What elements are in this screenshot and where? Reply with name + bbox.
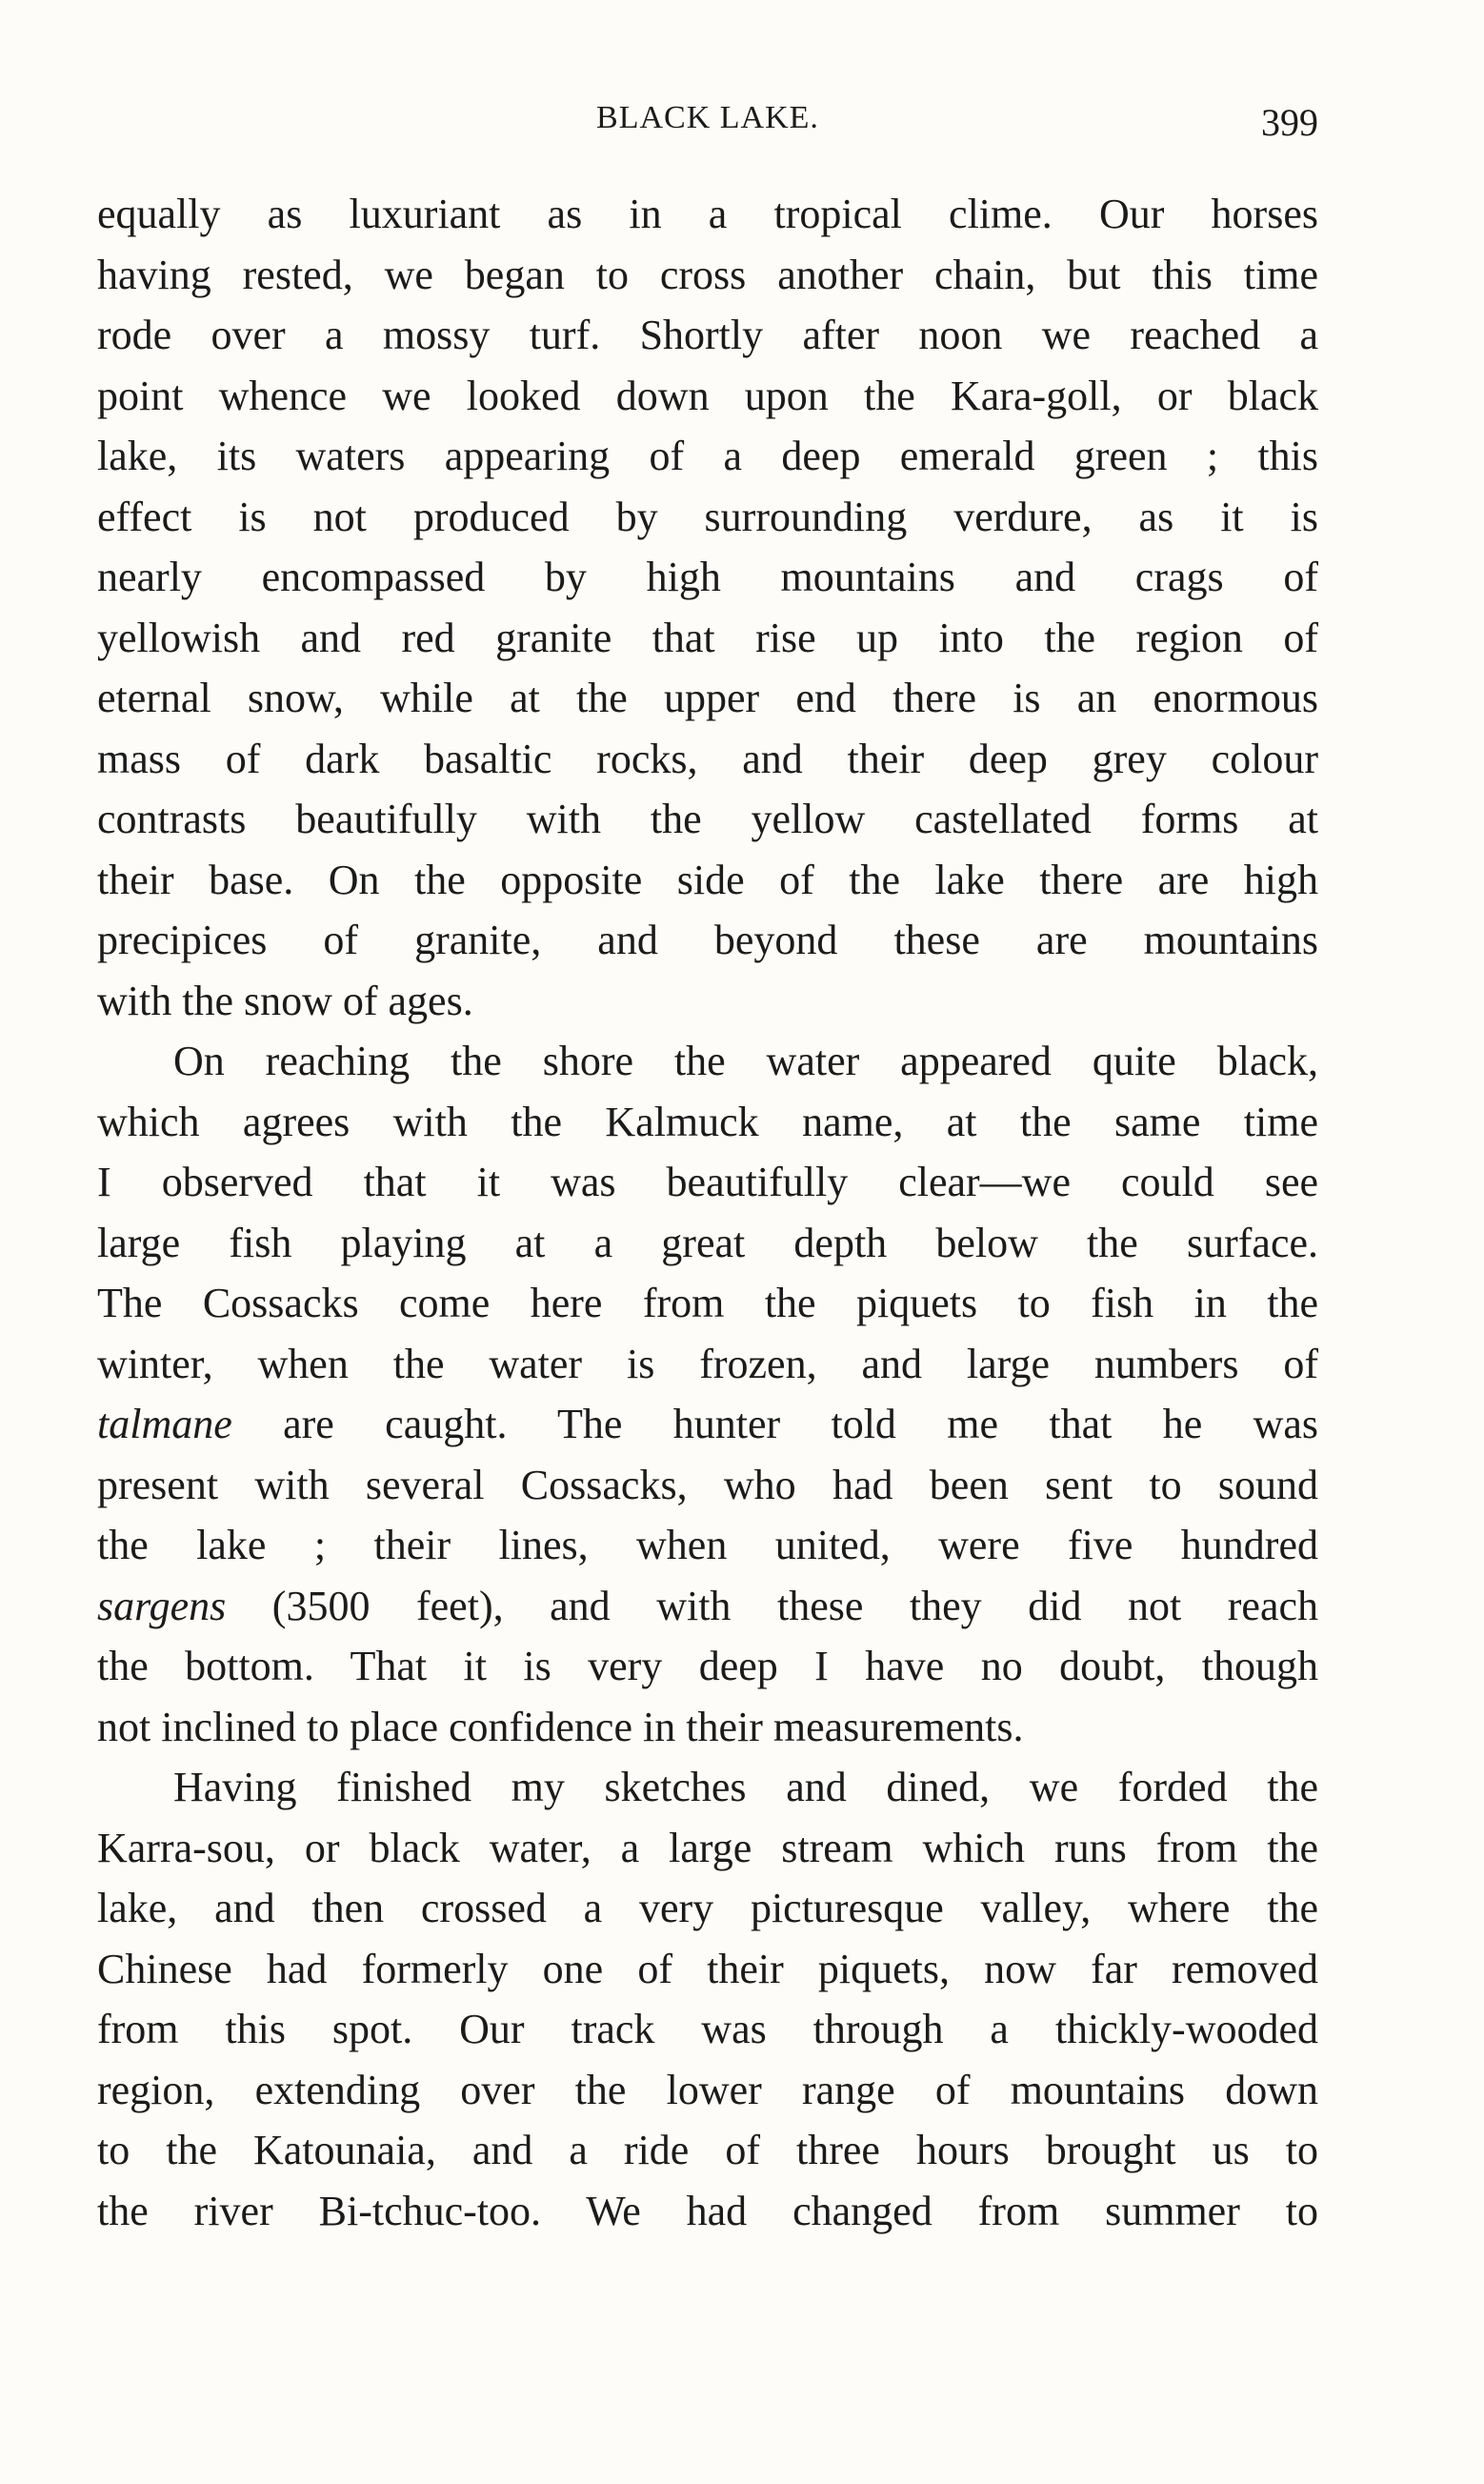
text-line: with the snow of ages. xyxy=(97,977,473,1024)
body-text xyxy=(97,184,1318,2241)
text-line: the lake ; their lines, when united, were five hundred xyxy=(97,1522,1318,1568)
text-line: which agrees with the Kalmuck name, at the same time xyxy=(97,1098,1318,1145)
text-line: from this spot. Our track was through a thickly-wooded xyxy=(97,2006,1318,2052)
text-line: the bottom. That it is very deep I have no doubt, though xyxy=(97,1643,1318,1689)
text-line: Having finished my sketches and dined, we forded the xyxy=(173,1764,1318,1810)
text-line-with-italic xyxy=(97,1394,1318,1455)
text-line: their base. On the opposite side of the lake there are high xyxy=(97,856,1318,903)
text-line: lake, and then crossed a very picturesque valley, where the xyxy=(97,1885,1318,1931)
paragraph-3 xyxy=(97,1757,1318,2241)
text-line: to the Katounaia, and a ride of three hours brought us to xyxy=(97,2127,1318,2173)
text-line: point whence we looked down upon the Kara-goll, or black xyxy=(97,372,1318,419)
text-line-with-italic xyxy=(97,1576,1318,1637)
italic-term: sargens xyxy=(97,1582,227,1629)
text-line: lake, its waters appearing of a deep emerald green ; this xyxy=(97,433,1318,479)
text-line: eternal snow, while at the upper end there is an enormous xyxy=(97,675,1318,721)
text-line: winter, when the water is frozen, and large numbers of xyxy=(97,1340,1318,1387)
text-line: I observed that it was beautifully clear—we could see xyxy=(97,1159,1318,1205)
text-line: contrasts beautifully with the yellow castellated forms at xyxy=(97,796,1318,842)
paragraph-2 xyxy=(97,1031,1318,1757)
text-line: On reaching the shore the water appeared quite black, xyxy=(173,1038,1318,1084)
text-line: present with several Cossacks, who had been sent to sound xyxy=(97,1461,1318,1508)
text-line: large fish playing at a great depth below the surface. xyxy=(97,1219,1318,1266)
text-line: effect is not produced by surrounding verdure, as it is xyxy=(97,493,1318,540)
text-line: nearly encompassed by high mountains and crags of xyxy=(97,554,1318,600)
text-run: (3500 feet), and with these they did not reach xyxy=(226,1582,1318,1629)
running-head xyxy=(97,100,1318,157)
text-line: Chinese had formerly one of their piquets, now far removed xyxy=(97,1945,1318,1992)
running-title: BLACK LAKE. xyxy=(596,100,819,135)
text-line: yellowish and red granite that rise up into the region of xyxy=(97,614,1318,661)
text-line: precipices of granite, and beyond these are mountains xyxy=(97,917,1318,963)
text-line: not inclined to place confidence in their measurements. xyxy=(97,1703,1024,1750)
text-run: are caught. The hunter told me that he was xyxy=(231,1401,1318,1447)
text-line: Karra-sou, or black water, a large stream which runs from the xyxy=(97,1824,1318,1871)
text-line: equally as luxuriant as in a tropical clime. Our horses xyxy=(97,191,1318,237)
page-number: 399 xyxy=(1261,101,1318,144)
paragraph-1 xyxy=(97,184,1318,1031)
italic-term: talmane xyxy=(97,1401,232,1447)
text-line: The Cossacks come here from the piquets to fish in the xyxy=(97,1280,1318,1326)
text-line: mass of dark basaltic rocks, and their deep grey colour xyxy=(97,735,1318,782)
text-line: the river Bi-tchuc-too. We had changed from summer to xyxy=(97,2187,1318,2234)
text-line: having rested, we began to cross another chain, but this time xyxy=(97,251,1318,298)
text-line: region, extending over the lower range of mountains down xyxy=(97,2066,1318,2113)
text-line: rode over a mossy turf. Shortly after noon we reached a xyxy=(97,312,1318,358)
